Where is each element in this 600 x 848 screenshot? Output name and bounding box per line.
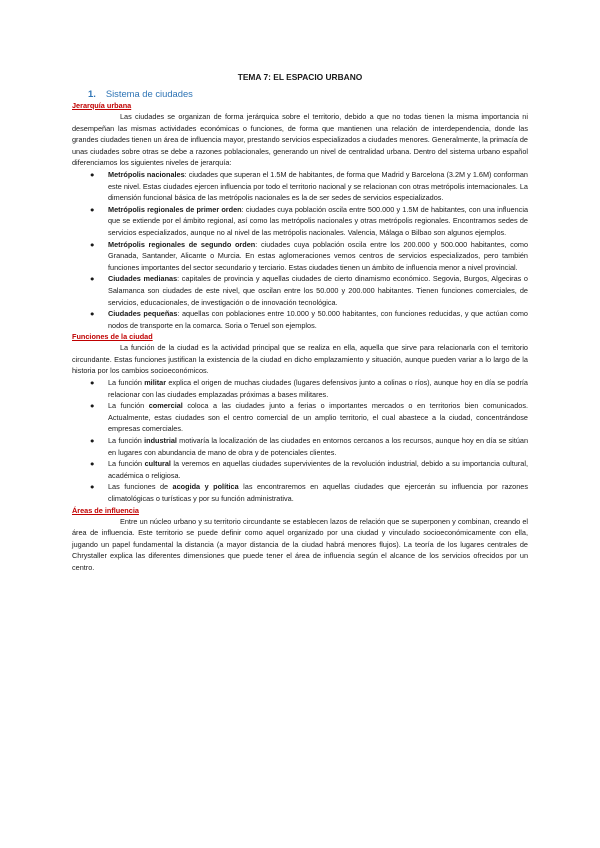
section-number: 1. [88,88,96,99]
list-funciones [72,377,528,505]
bullet-icon: ● [90,378,95,388]
subsection-title-funciones: Funciones de la ciudad [72,332,153,342]
bullet-icon: ● [90,482,95,492]
bullet-icon: ● [90,274,95,284]
list-jerarquia [72,169,528,331]
list-item-text: : ciudades cuya población oscila entre 500.000 y 1.5M de habitantes, con una influencia que se extiende por el ámbito regional, así como las metrópolis nacionales y otras metrópolis regionales. Encontramos sedes de servicios especializados, aunque no al nivel de las metrópolis nacionales. Valencia, Málaga o Bilbao son algunos ejemplos. [108,204,528,237]
list-item-text: coloca a las ciudades junto a ferias o importantes mercados o en territorios bien comunicados. Actualmente, estas ciudades son el centro comercial de un amplio territorio, el cual abastece a la ciudad, concentrándose empresas comerciales. [108,401,528,434]
list-item-pre: Las funciones de [108,482,173,492]
list-item-text: las encontraremos en aquellas ciudades que ejercerán su influencia por razones climatológicas o turísticas y por su función administrativa. [108,482,529,503]
list-item-text: la veremos en aquellas ciudades supervivientes de la revolución industrial, debido a su importancia cultural, académica o religiosa. [108,459,529,480]
list-item [72,400,528,435]
list-item-term: comercial [148,401,183,411]
list-item [72,435,528,458]
list-item-text: explica el origen de muchas ciudades (lugares defensivos junto a colinas o ríos), aunque hoy en día se podría relacionar con las ciudades emplazadas próximas a bases militares. [108,378,528,399]
list-item [72,308,528,331]
list-item-pre: La función [108,459,145,469]
list-item-text: : capitales de provincia y aquellas ciudades de cierto dinamismo económico. Segovia, Burgos, Algeciras o Salamanca son ciudades de este nivel, que oscilan entre los 50.000 y 200.000 habitantes. Tienen funciones comerciales, de servicios, educacionales, de investigación o de innovación tecnológica. [108,274,528,307]
list-item-term: cultural [144,459,171,469]
bullet-icon: ● [90,401,95,411]
list-item [72,239,528,274]
paragraph-areas: Entre un núcleo urbano y su territorio circundante se establecen lazos de relación que se superponen y combinan, creando el área de influencia. Este territorio se puede definir como aquel organizado por una ciudad y vinculado socioeconómicamente con ella, jugando un papel fundamental la distancia (a mayor distancia de la ciudad habrá menores flujos). La teoría de los lugares centrales de Chrystaller explica las diferentes dimensiones que puede tener el área de influencia según el alcance de los servicios ofrecidos por un centro. [72,516,528,572]
list-item-text: : ciudades que superan el 1.5M de habitantes, de forma que Madrid y Barcelona (3.2M y 1.6M) conforman este nivel. Estas ciudades ejercen influencia por todo el territorio nacional y se relacionan con otras metrópolis internacionales. La dimensión funcional básica de las metrópolis nacionales es la de ser sedes de servicios especializados. [108,169,528,203]
document-title: TEMA 7: EL ESPACIO URBANO [237,72,363,82]
paragraph-funciones: La función de la ciudad es la actividad principal que se realiza en ella, aquella que sirve para relacionarla con el territorio circundante. Estas funciones justifican la existencia de la ciudad en dicho emplazamiento y situación, aunque pueden variar a lo largo de la historia por los cambios socioeconómicos. [72,343,528,376]
bullet-icon: ● [90,309,95,319]
list-item-term: Metrópolis nacionales [108,169,185,179]
list-item-term: industrial [144,436,177,446]
section-heading [88,88,528,99]
list-item-pre: La función [108,378,145,388]
list-item [72,204,528,239]
bullet-icon: ● [90,459,95,469]
list-item-term: Ciudades medianas [108,274,178,284]
section-heading-text: Sistema de ciudades [105,88,193,99]
list-item-text: motivaría la localización de las ciudades en entornos cercanos a los recursos, aunque hoy en día se sitúan en lugares con abundancia de mano de obra y de potenciales clientes. [108,436,529,457]
list-item [72,169,528,204]
list-item [72,481,528,504]
bullet-icon: ● [90,169,95,179]
list-item-term: militar [144,378,167,388]
bullet-icon: ● [90,436,95,446]
list-item-text: : ciudades cuya población oscila entre los 200.000 y 500.000 habitantes, como Granada, Santander, Alicante o Murcia. En estas aglomeraciones vemos centros de servicios especializados, pero también funciones importantes del sector secundario y terciario. Estas ciudades tienen un ámbito de influencia menor a nivel provincial. [108,239,529,272]
list-item [72,458,528,481]
bullet-icon: ● [90,239,95,249]
list-item-term: Ciudades pequeñas [108,309,178,319]
list-item-pre: La función [108,436,145,446]
list-item [72,273,528,308]
document-page [72,72,528,574]
list-item-pre: La función [108,401,149,411]
paragraph-jerarquia: Las ciudades se organizan de forma jerárquica sobre el territorio, debido a que no todas tienen la misma importancia ni desempeñan las mismas actividades económicas o funciones, de forma que mantienen una relación de interdependencia, donde las grandes ciudades tienen un área de influencia mayor, prestando servicios especializados a ciudades menores. Generalmente, la primacía de unas ciudades sobre otras se debe a razones poblacionales, generando un nivel de centralidad urbana. Dentro del sistema urbano español diferenciamos los siguientes niveles de jerarquía: [72,112,528,168]
subsection-title-jerarquia: Jerarquía urbana [72,101,132,110]
list-item-term: Metrópolis regionales de primer orden [108,204,242,214]
list-item [72,377,528,400]
subsection-title-areas: Áreas de influencia [72,505,139,515]
list-item-text: : aquellas con poblaciones entre 10.000 y 50.000 habitantes, con funciones reducidas, y que actúan como nodos de transporte en la comarca. Soria o Teruel son ejemplos. [108,309,528,330]
bullet-icon: ● [90,204,95,214]
list-item-term: Metrópolis regionales de segundo orden [108,239,256,249]
list-item-term: acogida y política [172,482,239,492]
